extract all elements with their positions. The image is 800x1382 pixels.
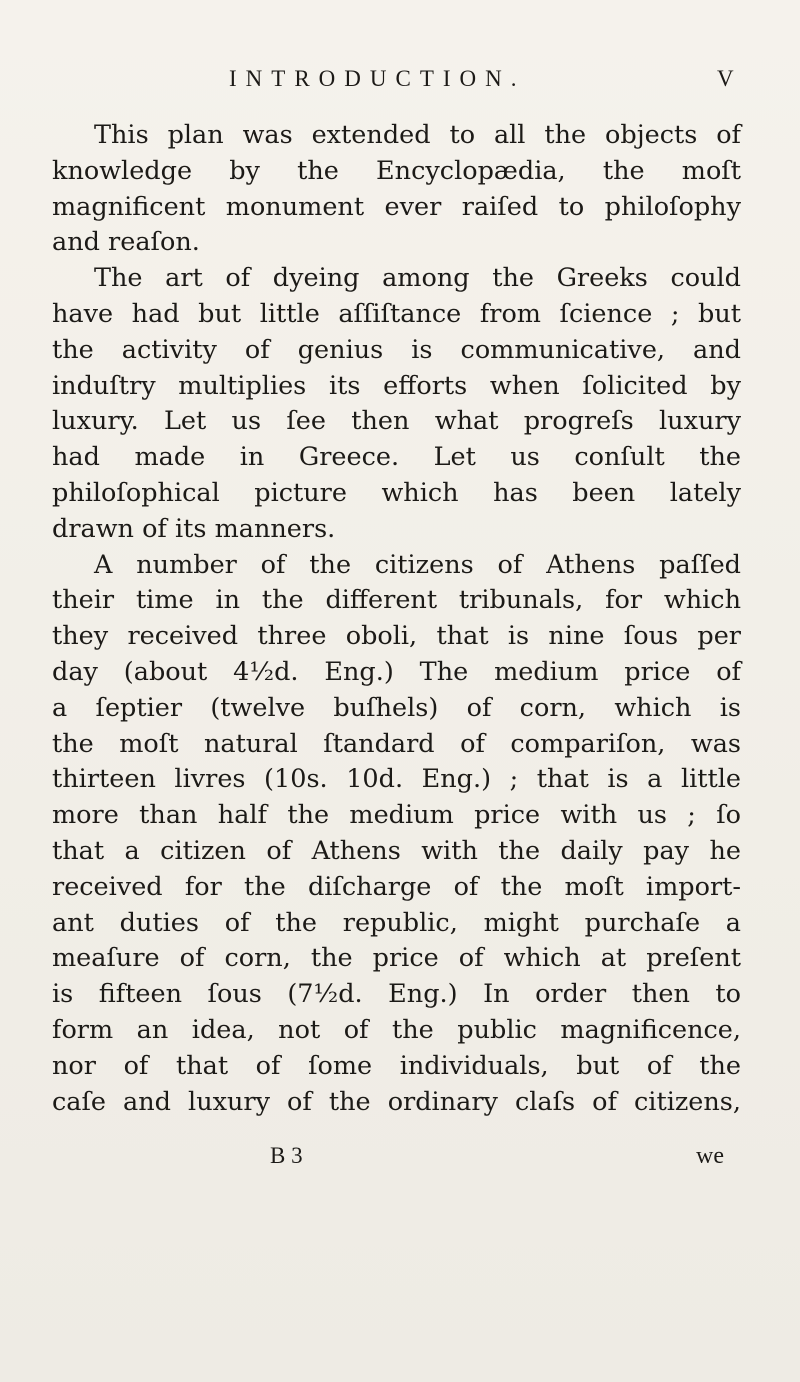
text-line: have had but little aſſiſtance from ſcience ; but	[52, 298, 741, 329]
text-line: that a citizen of Athens with the daily pay he	[52, 835, 741, 866]
text-line: meaſure of corn, the price of which at preſent	[52, 943, 741, 974]
running-head	[0, 64, 800, 94]
text-line: thirteen livres (10s. 10d. Eng.) ; that is a little	[52, 764, 741, 795]
running-title: INTRODUCTION.	[229, 66, 526, 91]
text-line: ant duties of the republic, might purchaſe a	[52, 907, 741, 938]
text-line: their time in the different tribunals, for which	[52, 585, 741, 616]
text-line: form an idea, not of the public magnificence,	[52, 1014, 741, 1045]
text-line: A number of the citizens of Athens paſſed	[94, 549, 741, 580]
paragraph-2	[52, 261, 741, 547]
text-line: more than half the medium price with us ; ſo	[52, 800, 741, 831]
text-line: nor of that of ſome individuals, but of the	[52, 1050, 741, 1081]
text-line: luxury. Let us ſee then what progreſs luxury	[52, 406, 741, 437]
page-footer	[0, 1138, 800, 1174]
text-line: caſe and luxury of the ordinary claſs of citizens,	[52, 1086, 741, 1117]
text-line: a ſeptier (twelve buſhels) of corn, which is	[52, 692, 741, 723]
body-text	[52, 118, 741, 1120]
text-line: day (about 4½d. Eng.) The medium price of	[52, 656, 741, 687]
text-line: is fifteen ſous (7½d. Eng.) In order then to	[52, 979, 741, 1010]
paragraph-1	[52, 118, 741, 261]
text-line: The art of dyeing among the Greeks could	[94, 263, 741, 294]
text-line: induſtry multiplies its efforts when ſolicited by	[52, 370, 741, 401]
text-line: received for the diſcharge of the moſt import-	[52, 871, 741, 902]
text-line: they received three oboli, that is nine ſous per	[52, 621, 741, 652]
text-line: magnificent monument ever raiſed to philoſophy	[52, 191, 741, 222]
catchword: we	[696, 1143, 724, 1169]
paragraph-3	[52, 548, 741, 1121]
text-line: knowledge by the Encyclopædia, the moſt	[52, 155, 741, 186]
text-line: This plan was extended to all the objects of	[94, 120, 741, 150]
text-line: the activity of genius is communicative, and	[52, 334, 741, 365]
text-line: had made in Greece. Let us conſult the	[52, 442, 741, 473]
page-number: V	[717, 66, 734, 91]
text-line: philoſophical picture which has been lately	[52, 477, 741, 508]
signature-mark: B 3	[270, 1143, 303, 1168]
text-line: drawn of its manners.	[52, 513, 336, 544]
text-line: the moſt natural ſtandard of compariſon, was	[52, 728, 741, 759]
text-line: and reaſon.	[52, 227, 200, 258]
